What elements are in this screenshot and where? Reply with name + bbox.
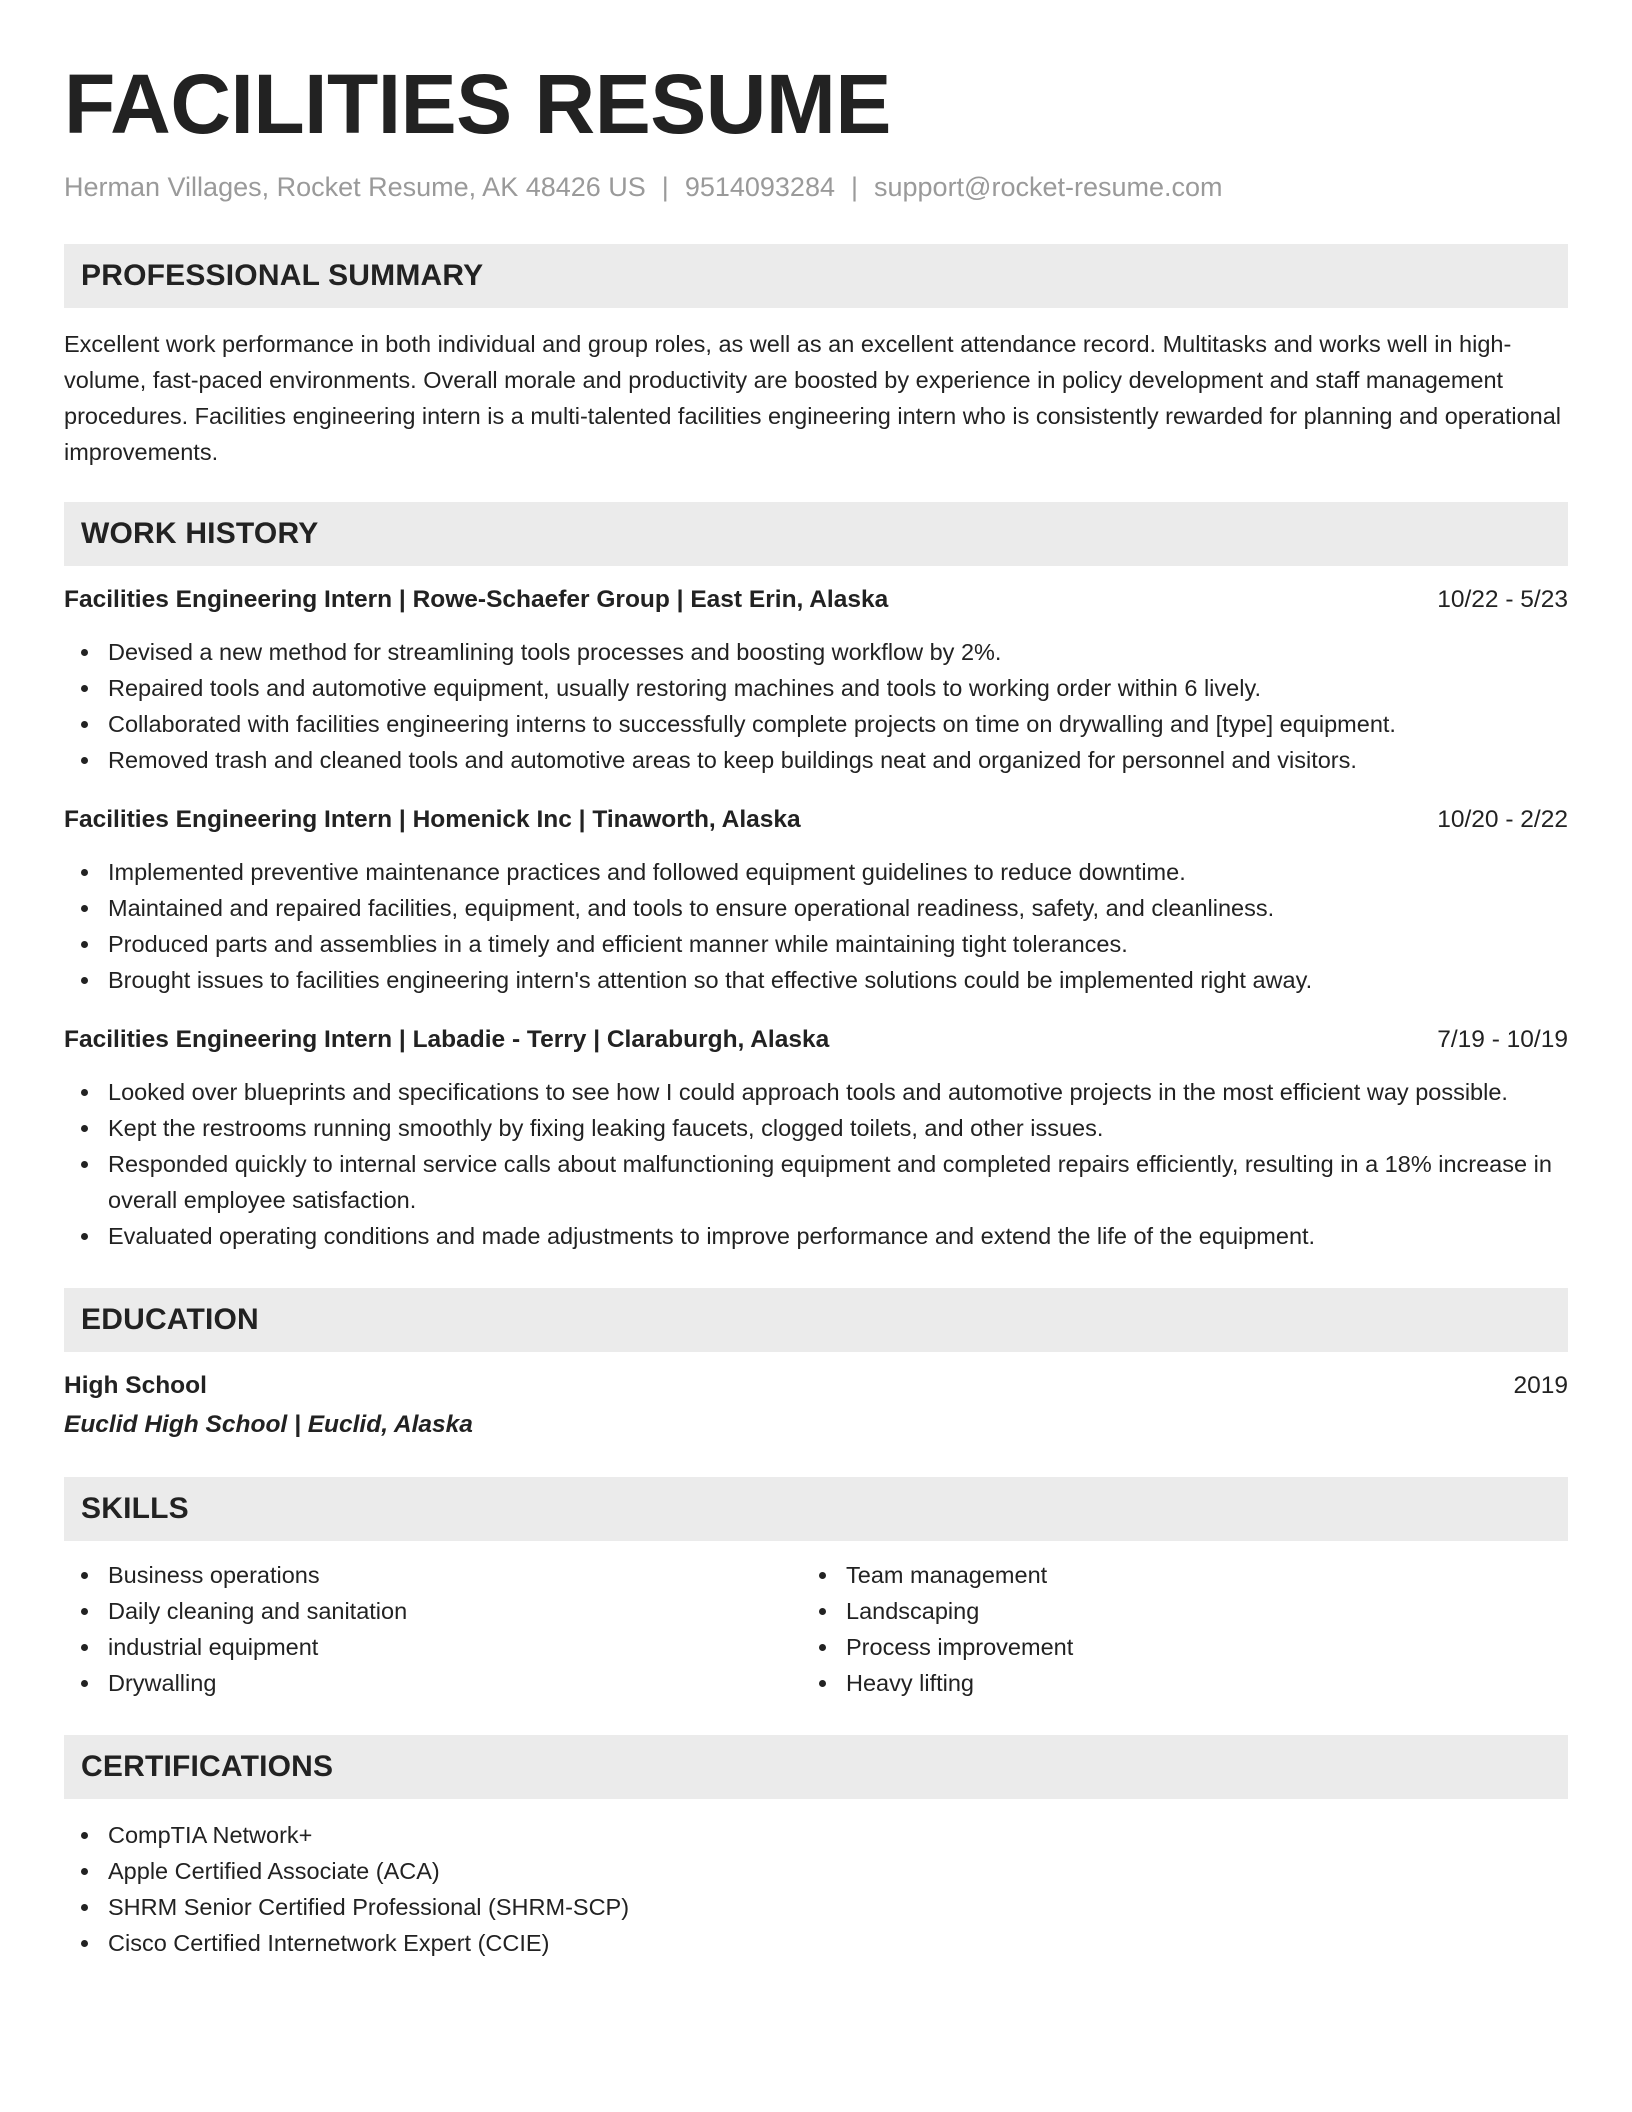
skill-item: Daily cleaning and sanitation <box>64 1593 802 1629</box>
skill-item: Landscaping <box>802 1593 1540 1629</box>
job-bullet: Looked over blueprints and specifications to see how I could approach tools and automotive projects in the most efficient way possible. <box>64 1074 1568 1110</box>
job-bullet: Repaired tools and automotive equipment, usually restoring machines and tools to working order within 6 lively. <box>64 670 1568 706</box>
job-title: Facilities Engineering Intern | Rowe-Schaefer Group | East Erin, Alaska <box>64 586 889 613</box>
skills-list <box>802 1557 1540 1701</box>
job-dates: 10/20 - 2/22 <box>1437 806 1568 833</box>
job-header <box>64 802 1568 838</box>
job-title: Facilities Engineering Intern | Labadie - Terry | Claraburgh, Alaska <box>64 1026 830 1053</box>
job-bullet: Produced parts and assemblies in a timely and efficient manner while maintaining tight tolerances. <box>64 926 1568 962</box>
job-header <box>64 582 1568 618</box>
job-bullet: Brought issues to facilities engineering intern's attention so that effective solutions could be implemented right away. <box>64 962 1568 998</box>
job-bullet: Removed trash and cleaned tools and automotive areas to keep buildings neat and organized for personnel and visitors. <box>64 742 1568 778</box>
education-entry <box>64 1368 1568 1443</box>
skill-item: Business operations <box>64 1557 802 1593</box>
contact-line <box>64 170 1568 204</box>
section-header-summary: PROFESSIONAL SUMMARY <box>64 244 1568 308</box>
job-bullet: Collaborated with facilities engineering interns to successfully complete projects on time on drywalling and [type] equipment. <box>64 706 1568 742</box>
job-dates: 10/22 - 5/23 <box>1437 586 1568 613</box>
job-header <box>64 1022 1568 1058</box>
section-header-skills: SKILLS <box>64 1477 1568 1541</box>
job-bullet: Responded quickly to internal service calls about malfunctioning equipment and completed repairs efficiently, resulting in a 18% increase in overall employee satisfaction. <box>64 1146 1568 1218</box>
job-entry <box>64 582 1568 778</box>
section-header-work-history: WORK HISTORY <box>64 502 1568 566</box>
skill-item: Heavy lifting <box>802 1665 1540 1701</box>
contact-separator: | <box>661 172 669 202</box>
certification-item: Cisco Certified Internetwork Expert (CCIE) <box>64 1925 1568 1961</box>
contact-separator: | <box>850 172 858 202</box>
job-bullet: Devised a new method for streamlining tools processes and boosting workflow by 2%. <box>64 634 1568 670</box>
contact-address: Herman Villages, Rocket Resume, AK 48426 US <box>64 172 646 202</box>
skills-column-left <box>64 1541 802 1701</box>
skill-item: Team management <box>802 1557 1540 1593</box>
skills-list <box>64 1557 802 1701</box>
professional-summary: Excellent work performance in both individual and group roles, as well as an excellent attendance record. Multitasks and works well in high-volume, fast-paced environments. Overall morale and productivity are boosted by experience in policy development and staff management procedures. Facilities engineering intern is a multi-talented facilities engineering intern who is consistently rewarded for planning and operational improvements. <box>64 331 1562 465</box>
section-header-education: EDUCATION <box>64 1288 1568 1352</box>
job-bullets <box>64 854 1568 998</box>
skills-column-right <box>802 1541 1540 1701</box>
skill-item: industrial equipment <box>64 1629 802 1665</box>
job-bullets <box>64 1074 1568 1254</box>
job-entry <box>64 802 1568 998</box>
job-bullet: Maintained and repaired facilities, equipment, and tools to ensure operational readiness, safety, and cleanliness. <box>64 890 1568 926</box>
certification-item: Apple Certified Associate (ACA) <box>64 1853 1568 1889</box>
job-bullet: Evaluated operating conditions and made adjustments to improve performance and extend the life of the equipment. <box>64 1218 1568 1254</box>
skills-grid <box>64 1541 1568 1701</box>
section-header-certifications: CERTIFICATIONS <box>64 1735 1568 1799</box>
education-school: Euclid High School | Euclid, Alaska <box>64 1411 473 1438</box>
certifications-list <box>64 1817 1568 1961</box>
job-entry <box>64 1022 1568 1254</box>
job-bullet: Implemented preventive maintenance practices and followed equipment guidelines to reduce downtime. <box>64 854 1568 890</box>
contact-email: support@rocket-resume.com <box>874 172 1223 202</box>
certification-item: CompTIA Network+ <box>64 1817 1568 1853</box>
job-dates: 7/19 - 10/19 <box>1437 1026 1568 1053</box>
contact-phone: 9514093284 <box>684 172 835 202</box>
education-year: 2019 <box>1513 1372 1568 1399</box>
certification-item: SHRM Senior Certified Professional (SHRM-SCP) <box>64 1889 1568 1925</box>
job-bullet: Kept the restrooms running smoothly by fixing leaking faucets, clogged toilets, and other issues. <box>64 1110 1568 1146</box>
skill-item: Drywalling <box>64 1665 802 1701</box>
job-bullets <box>64 634 1568 778</box>
job-title: Facilities Engineering Intern | Homenick Inc | Tinaworth, Alaska <box>64 806 801 833</box>
education-header <box>64 1368 1568 1404</box>
skill-item: Process improvement <box>802 1629 1540 1665</box>
resume-title: FACILITIES RESUME <box>64 57 891 151</box>
education-degree: High School <box>64 1372 207 1399</box>
